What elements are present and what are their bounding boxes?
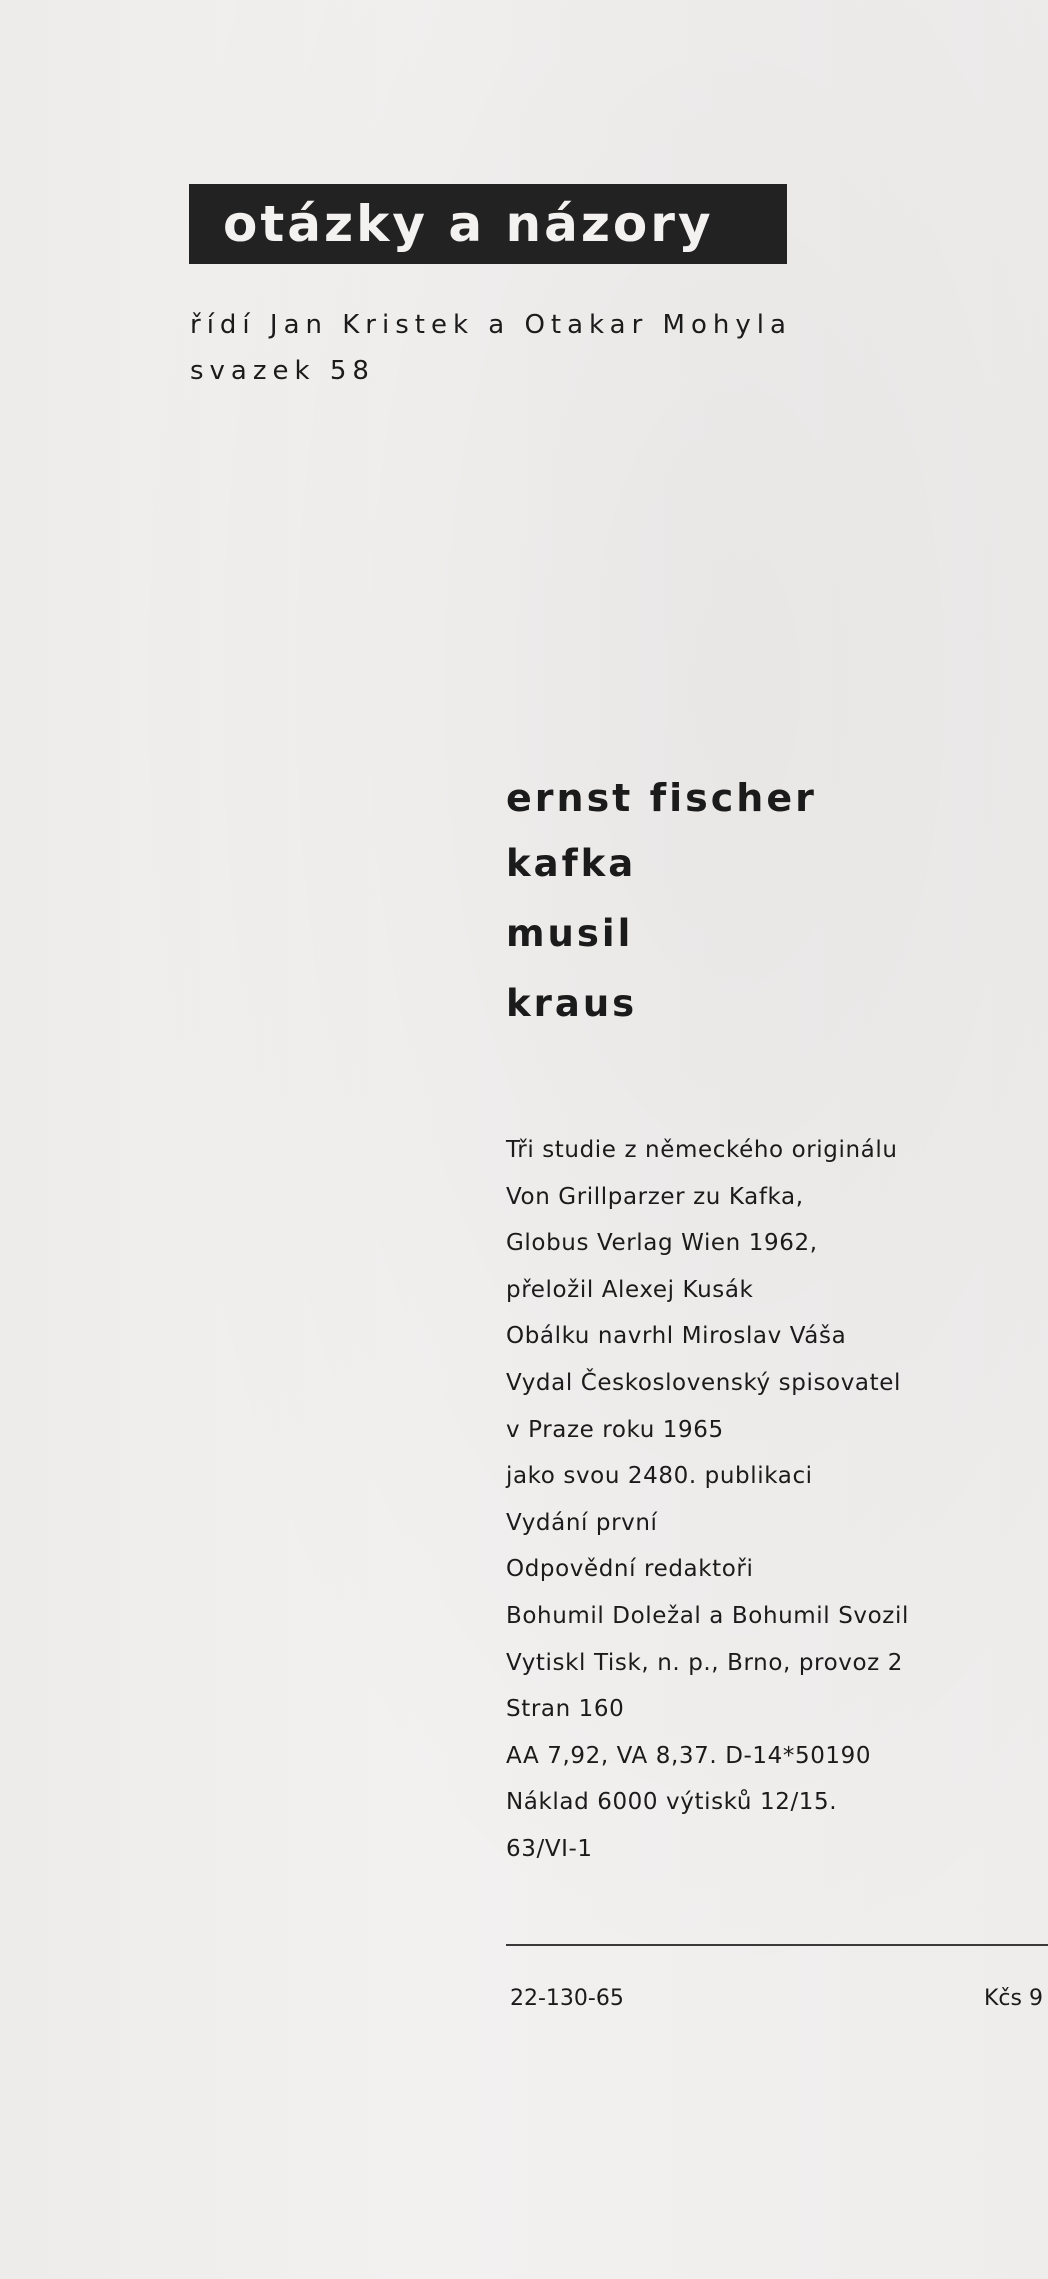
book-author: ernst fischer [506, 776, 817, 820]
colophon-line: Von Grillparzer zu Kafka, [506, 1183, 804, 1210]
colophon-line: 63/VI-1 [506, 1835, 593, 1862]
footer-divider [506, 1944, 1048, 1946]
book-title-musil: musil [506, 912, 634, 955]
colophon [506, 1127, 909, 1873]
book-title-kraus: kraus [506, 982, 638, 1025]
price: Kčs 9 [984, 1986, 1043, 2011]
colophon-line: AA 7,92, VA 8,37. D-14*50190 [506, 1742, 872, 1769]
colophon-line: Vydání první [506, 1509, 658, 1536]
colophon-line: Odpovědní redaktoři [506, 1556, 754, 1583]
book-title-kafka: kafka [506, 842, 637, 885]
series-name: otázky a názory [223, 195, 714, 253]
colophon-line: Vytiskl Tisk, n. p., Brno, provoz 2 [506, 1649, 903, 1676]
colophon-line: Bohumil Doležal a Bohumil Svozil [506, 1602, 909, 1629]
colophon-line: v Praze roku 1965 [506, 1416, 724, 1443]
colophon-line: Vydal Československý spisovatel [506, 1369, 901, 1396]
catalog-number: 22-130-65 [510, 1986, 624, 2011]
colophon-line: Stran 160 [506, 1696, 625, 1723]
series-volume: svazek 58 [190, 356, 375, 386]
colophon-line: Náklad 6000 výtisků 12/15. [506, 1789, 838, 1816]
colophon-line: Tři studie z německého originálu [506, 1137, 898, 1163]
colophon-line: Obálku navrhl Miroslav Váša [506, 1323, 847, 1350]
series-editors: řídí Jan Kristek a Otakar Mohyla [190, 310, 792, 340]
colophon-line: přeložil Alexej Kusák [506, 1276, 754, 1303]
colophon-line: jako svou 2480. publikaci [506, 1463, 813, 1490]
colophon-line: Globus Verlag Wien 1962, [506, 1230, 818, 1257]
series-banner [189, 184, 787, 264]
